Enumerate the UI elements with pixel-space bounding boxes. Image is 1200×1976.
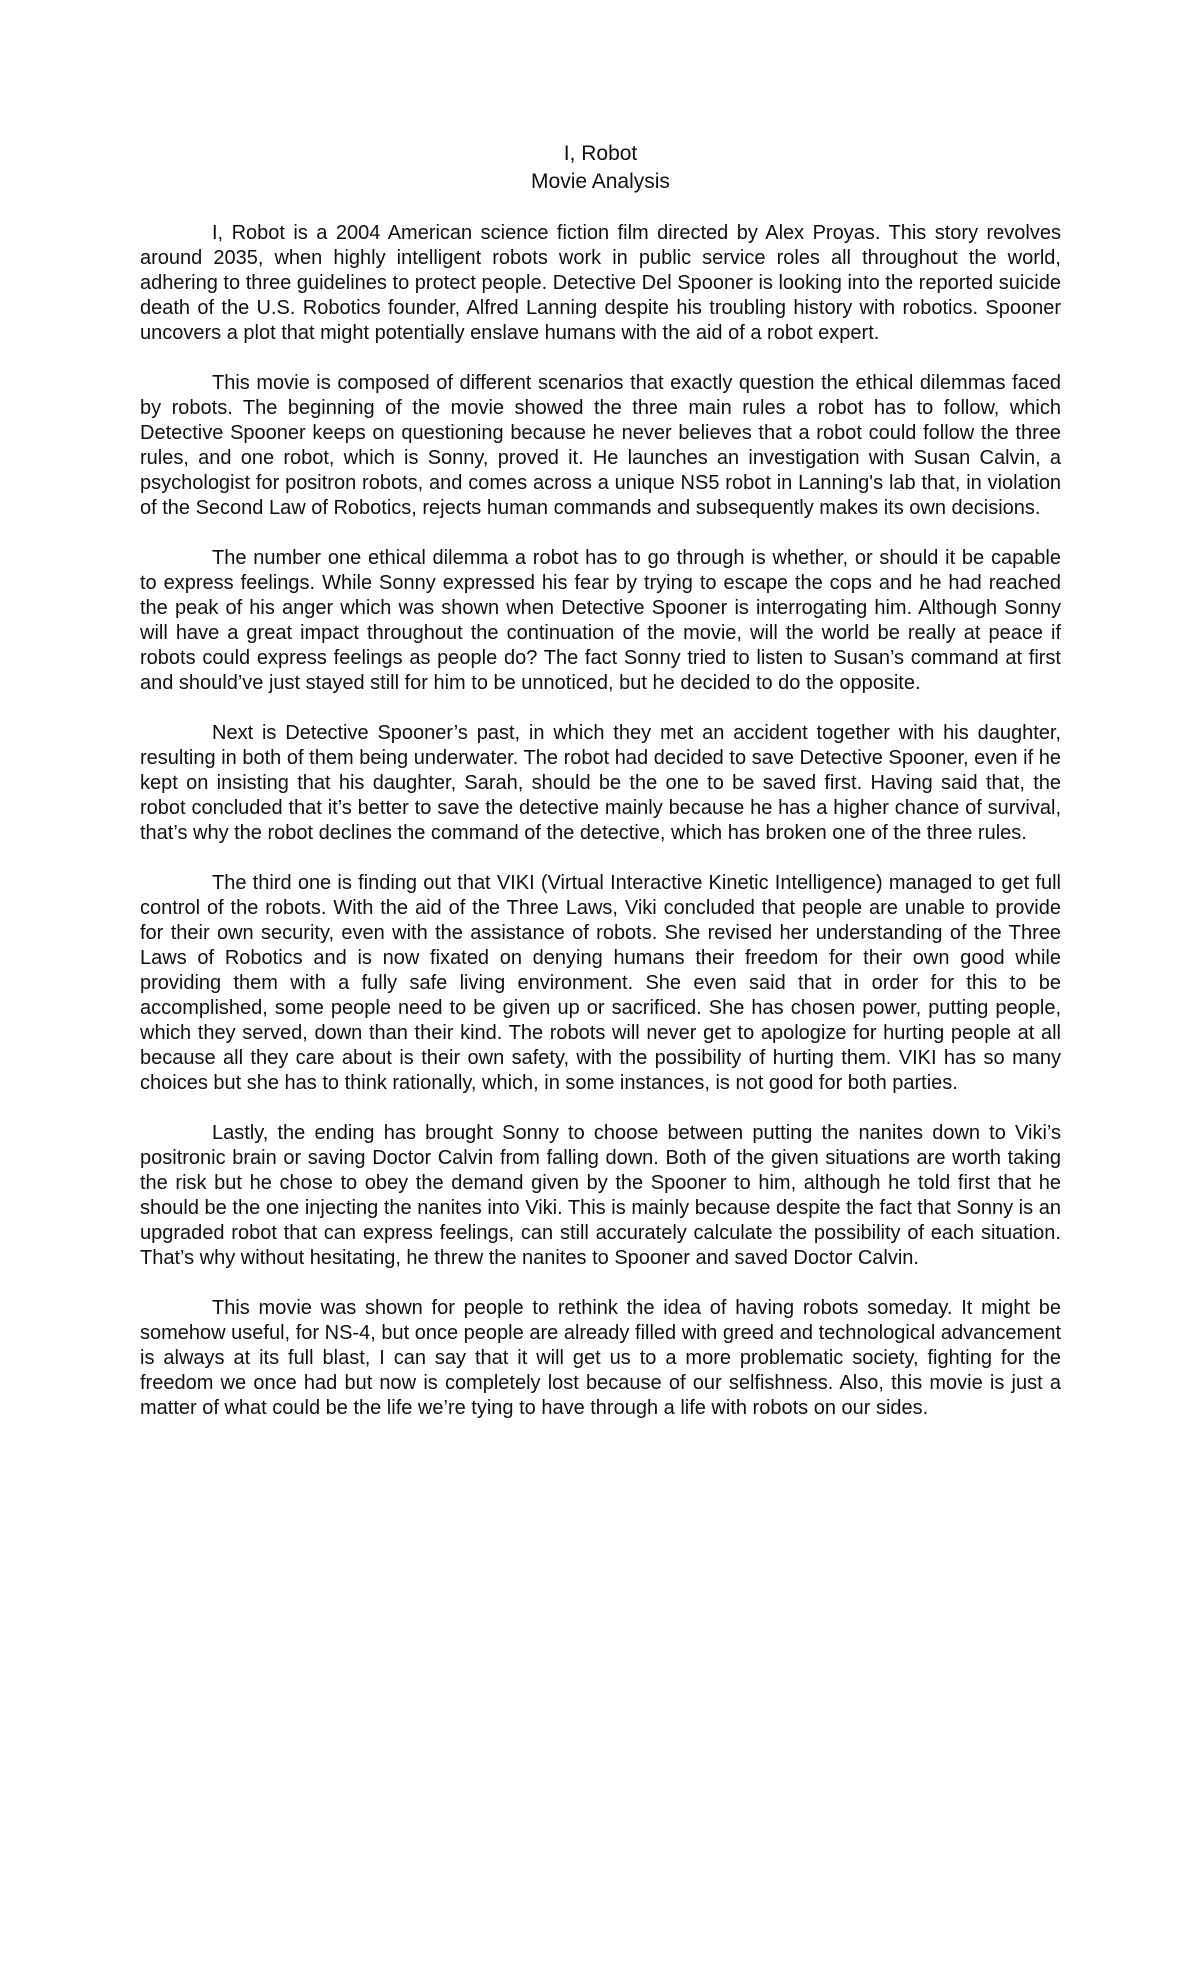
document-body xyxy=(140,140,1061,1421)
paragraph-5: The third one is finding out that VIKI (Virtual Interactive Kinetic Intelligence) managed to get full control of the robots. With the aid of the Three Laws, Viki concluded that people are unable to provide for their own security, even with the assistance of robots. She revised her understanding of the Three Laws of Robotics and is now fixated on denying humans their freedom for their own good while providing them with a fully safe living environment. She even said that in order for this to be accomplished, some people need to be given up or sacrificed. She has chosen power, putting people, which they served, down than their kind. The robots will never get to apologize for hurting people at all because all they care about is their own safety, with the possibility of hurting them. VIKI has so many choices but she has to think rationally, which, in some instances, is not good for both parties. xyxy=(140,872,1061,1094)
paragraph-7: This movie was shown for people to rethink the idea of having robots someday. It might be somehow useful, for NS-4, but once people are already filled with greed and technological advancement is always at its full blast, I can say that it will get us to a more problematic society, fighting for the freedom we once had but now is completely lost because of our selfishness. Also, this movie is just a matter of what could be the life we’re tying to have through a life with robots on our sides. xyxy=(140,1297,1061,1419)
title-block xyxy=(140,140,1061,196)
paragraph-2: This movie is composed of different scenarios that exactly question the ethical dilemmas faced by robots. The beginning of the movie showed the three main rules a robot has to follow, which Detective Spooner keeps on questioning because he never believes that a robot could follow the three rules, and one robot, which is Sonny, proved it. He launches an investigation with Susan Calvin, a psychologist for positron robots, and comes across a unique NS5 robot in Lanning's lab that, in violation of the Second Law of Robotics, rejects human commands and subsequently makes its own decisions. xyxy=(140,372,1061,519)
paragraph-4: Next is Detective Spooner’s past, in which they met an accident together with his daughter, resulting in both of them being underwater. The robot had decided to save Detective Spooner, even if he kept on insisting that his daughter, Sarah, should be the one to be saved first. Having said that, the robot concluded that it’s better to save the detective mainly because he has a higher chance of survival, that’s why the robot declines the command of the detective, which has broken one of the three rules. xyxy=(140,722,1061,844)
paragraph-6: Lastly, the ending has brought Sonny to choose between putting the nanites down to Viki’s positronic brain or saving Doctor Calvin from falling down. Both of the given situations are worth taking the risk but he chose to obey the demand given by the Spooner to him, although he told first that he should be the one injecting the nanites into Viki. This is mainly because despite the fact that Sonny is an upgraded robot that can express feelings, can still accurately calculate the possibility of each situation. That’s why without hesitating, he threw the nanites to Spooner and saved Doctor Calvin. xyxy=(140,1122,1061,1269)
document-subtitle: Movie Analysis xyxy=(531,170,670,193)
paragraph-3: The number one ethical dilemma a robot has to go through is whether, or should it be capable to express feelings. While Sonny expressed his fear by trying to escape the cops and he had reached the peak of his anger which was shown when Detective Spooner is interrogating him. Although Sonny will have a great impact throughout the continuation of the movie, will the world be really at peace if robots could express feelings as people do? The fact Sonny tried to listen to Susan’s command at first and should’ve just stayed still for him to be unnoticed, but he decided to do the opposite. xyxy=(140,547,1061,694)
paragraph-1: I, Robot is a 2004 American science fiction film directed by Alex Proyas. This story revolves around 2035, when highly intelligent robots work in public service roles all throughout the world, adhering to three guidelines to protect people. Detective Del Spooner is looking into the reported suicide death of the U.S. Robotics founder, Alfred Lanning despite his troubling history with robotics. Spooner uncovers a plot that might potentially enslave humans with the aid of a robot expert. xyxy=(140,222,1061,344)
document-title: I, Robot xyxy=(563,142,638,165)
